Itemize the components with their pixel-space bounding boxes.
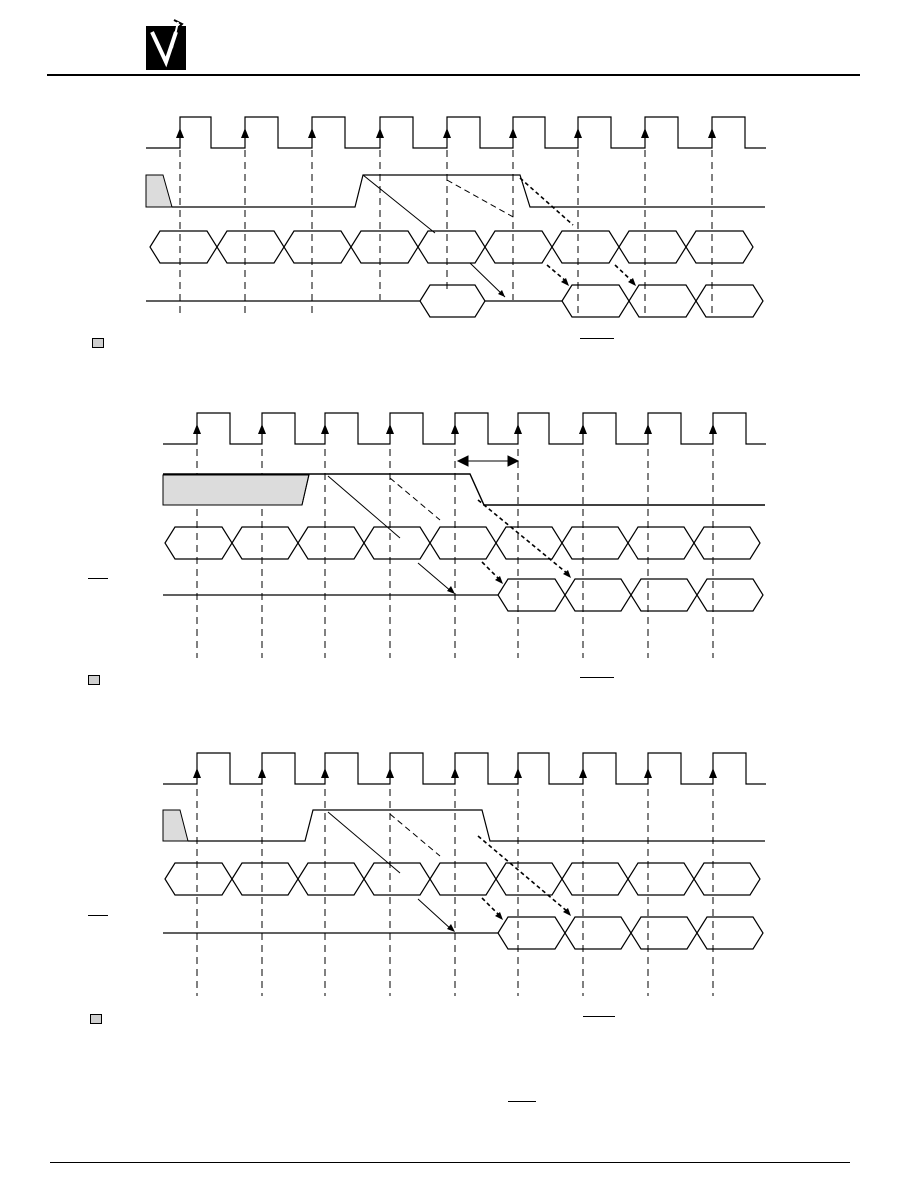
causality-arrows: [363, 175, 633, 297]
legend-shade-swatch: [88, 675, 100, 685]
clock-waveform: [146, 117, 766, 148]
control-signal: [146, 175, 765, 207]
clock-edge-markers: [197, 765, 713, 996]
timing-diagram-3: [0, 738, 918, 1038]
causality-arrowheads: [498, 278, 636, 297]
data-bus: [165, 863, 760, 895]
clock-edge-markers: [197, 425, 713, 658]
signal-overbar: [583, 1016, 615, 1017]
output-bus: [163, 917, 763, 949]
clock-edge-markers: [180, 126, 712, 316]
control-signal: [163, 810, 765, 841]
output-bus: [163, 579, 763, 611]
signal-overbar: [88, 578, 108, 579]
causality-arrowheads: [447, 570, 571, 594]
setup-time-arrow: [458, 456, 518, 466]
clock-waveform: [163, 413, 766, 444]
clock-edge-arrows: [193, 424, 717, 434]
legend-shade-swatch: [90, 1014, 102, 1024]
data-bus: [150, 231, 753, 263]
signal-overbar: [88, 915, 108, 916]
timing-diagram-1: [0, 100, 918, 360]
clock-edge-arrows: [176, 128, 716, 138]
header-rule: [47, 74, 860, 76]
causality-arrows: [328, 812, 568, 930]
timing-diagram-2: [0, 398, 918, 698]
signal-overbar: [580, 338, 614, 339]
output-bus: [146, 285, 763, 317]
signal-overbar: [580, 677, 614, 678]
data-bus: [165, 527, 760, 559]
clock-waveform: [163, 753, 766, 784]
causality-arrowheads: [447, 908, 571, 932]
footer-rule: [50, 1162, 850, 1163]
clock-edge-arrows: [193, 768, 717, 778]
control-signal: [163, 474, 765, 505]
vitesse-v-logo-icon: [146, 18, 186, 70]
signal-overbar: [508, 1101, 536, 1102]
causality-arrows: [328, 476, 568, 592]
legend-shade-swatch: [92, 338, 104, 348]
